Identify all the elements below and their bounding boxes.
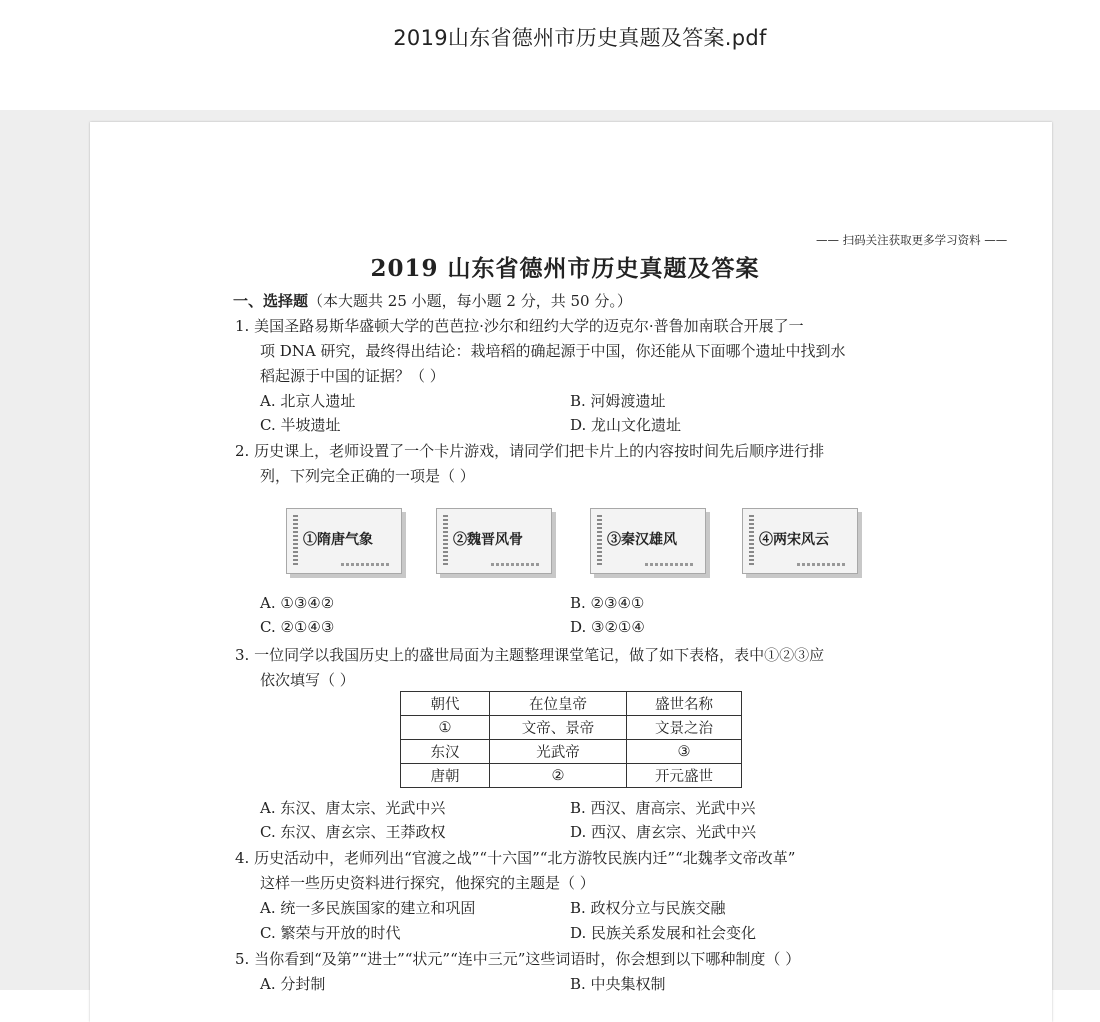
table-cell: ①: [401, 716, 490, 740]
q2-option-d: D. ③②①④: [570, 618, 645, 636]
card-label: ②魏晋风骨: [453, 532, 523, 548]
card-label: ①隋唐气象: [303, 532, 373, 548]
card-footer: [645, 563, 695, 566]
q1-option-a: A. 北京人遗址: [260, 392, 356, 410]
section-heading: [233, 290, 632, 311]
card-footer: [797, 563, 847, 566]
table-header-cell: 朝代: [401, 692, 490, 716]
table-row: [401, 764, 742, 788]
q5-option-b: B. 中央集权制: [570, 975, 666, 993]
q2-option-c: C. ②①④③: [260, 618, 335, 636]
q1-option-c: C. 半坡遗址: [260, 416, 341, 434]
history-card: [590, 508, 706, 574]
card-label: ④两宋风云: [759, 532, 829, 548]
table-header-cell: 盛世名称: [627, 692, 742, 716]
history-card: [436, 508, 552, 574]
q3-line-2: 依次填写（ ）: [260, 671, 355, 689]
q2-line-2: 列，下列完全正确的一项是（ ）: [260, 467, 475, 485]
table-header-cell: 在位皇帝: [490, 692, 627, 716]
card-label: ③秦汉雄风: [607, 532, 677, 548]
q2-line-1: 2. 历史课上，老师设置了一个卡片游戏，请同学们把卡片上的内容按时间先后顺序进行排: [235, 442, 825, 460]
section-heading-note: （本大题共 25 小题，每小题 2 分，共 50 分。）: [308, 292, 632, 310]
table-cell: 东汉: [401, 740, 490, 764]
document-title: 2019 山东省德州市历史真题及答案: [370, 255, 760, 282]
q3-option-d: D. 西汉、唐玄宗、光武中兴: [570, 823, 757, 841]
table-row: [401, 740, 742, 764]
q5-line-1: 5. 当你看到“及第”“进士”“状元”“连中三元”这些词语时，你会想到以下哪种制度（ ）: [235, 950, 801, 968]
card-footer: [491, 563, 541, 566]
viewer-header: [0, 0, 1100, 110]
card-spine: [749, 515, 754, 565]
card-spine: [443, 515, 448, 565]
q1-option-d: D. 龙山文化遗址: [570, 416, 682, 434]
q2-option-b: B. ②③④①: [570, 594, 645, 612]
q3-option-b: B. 西汉、唐高宗、光武中兴: [570, 799, 756, 817]
q4-option-c: C. 繁荣与开放的时代: [260, 924, 401, 942]
history-card: [286, 508, 402, 574]
q3-line-1: 3. 一位同学以我国历史上的盛世局面为主题整理课堂笔记，做了如下表格，表中①②③应: [235, 646, 825, 664]
table-cell: 唐朝: [401, 764, 490, 788]
q1-line-3: 稻起源于中国的证据？（ ）: [260, 367, 445, 385]
table-cell: 开元盛世: [627, 764, 742, 788]
card-spine: [597, 515, 602, 565]
q4-option-b: B. 政权分立与民族交融: [570, 899, 726, 917]
q1-line-1: 1. 美国圣路易斯华盛顿大学的芭芭拉·沙尔和纽约大学的迈克尔·普鲁加南联合开展了一: [235, 317, 804, 335]
card-spine: [293, 515, 298, 565]
q4-line-2: 这样一些历史资料进行探究，他探究的主题是（ ）: [260, 874, 595, 892]
q1-line-2: 项 DNA 研究，最终得出结论：栽培稻的确起源于中国，你还能从下面哪个遗址中找到水: [260, 342, 846, 360]
card-footer: [341, 563, 391, 566]
history-card: [742, 508, 858, 574]
table-row: [401, 716, 742, 740]
table-cell: 文景之治: [627, 716, 742, 740]
q4-option-d: D. 民族关系发展和社会变化: [570, 924, 757, 942]
table-header-row: [401, 692, 742, 716]
q5-option-a: A. 分封制: [260, 975, 326, 993]
q3-option-a: A. 东汉、唐太宗、光武中兴: [260, 799, 446, 817]
q4-line-1: 4. 历史活动中，老师列出“官渡之战”“十六国”“北方游牧民族内迁”“北魏孝文帝改革”: [235, 849, 796, 867]
qr-note: —— 扫码关注获取更多学习资料 ——: [816, 233, 1008, 247]
q3-option-c: C. 东汉、唐玄宗、王莽政权: [260, 823, 446, 841]
table-cell: 文帝、景帝: [490, 716, 627, 740]
pdf-page: [90, 122, 1052, 1022]
table-cell: 光武帝: [490, 740, 627, 764]
q2-option-a: A. ①③④②: [260, 594, 335, 612]
dynasty-table: [400, 691, 742, 788]
section-heading-label: 一、选择题: [233, 292, 309, 310]
table-cell: ②: [490, 764, 627, 788]
q4-option-a: A. 统一多民族国家的建立和巩固: [260, 899, 476, 917]
q1-option-b: B. 河姆渡遗址: [570, 392, 666, 410]
file-title: 2019山东省德州市历史真题及答案.pdf: [393, 26, 767, 50]
table-cell: ③: [627, 740, 742, 764]
